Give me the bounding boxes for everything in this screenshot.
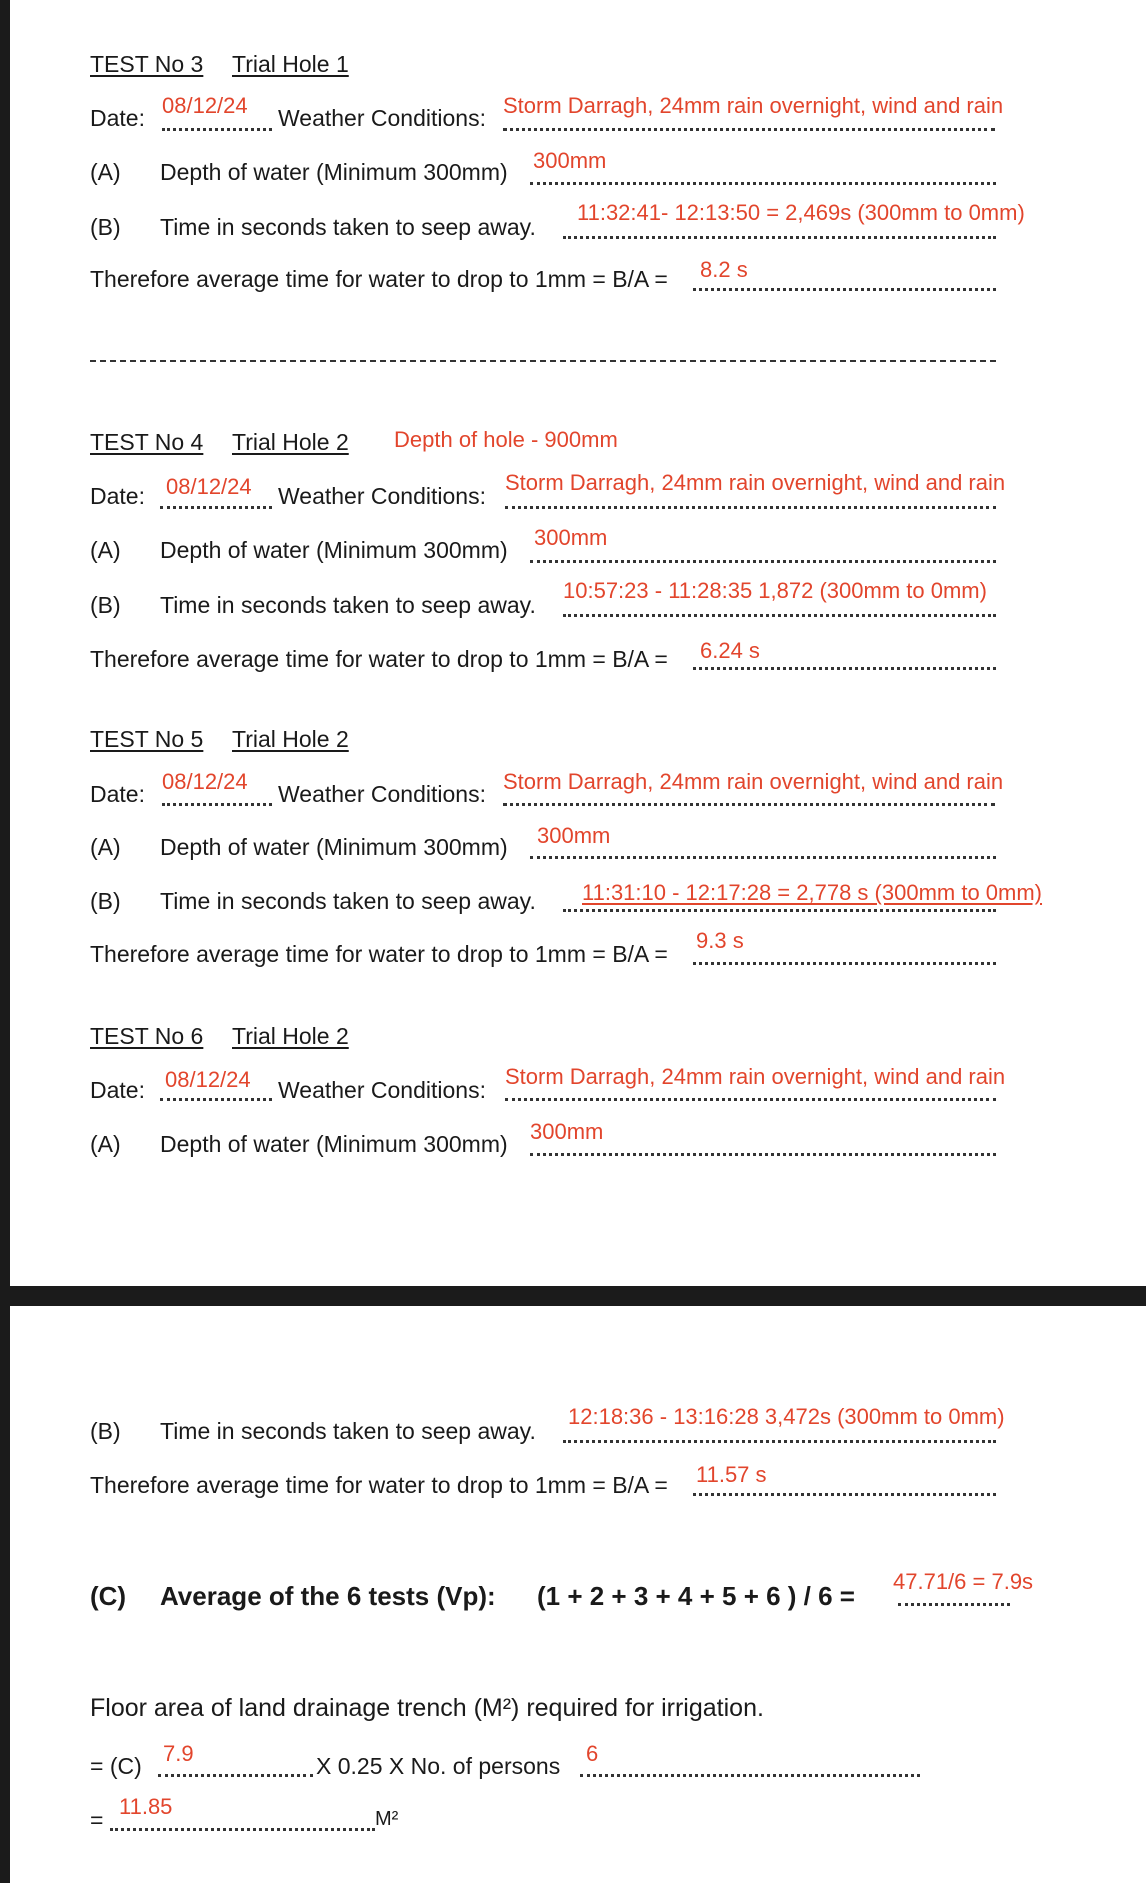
test-6-weather: Storm Darragh, 24mm rain overnight, wind and rain bbox=[505, 1064, 1006, 1089]
b-marker: (B) bbox=[90, 1418, 121, 1444]
dotted-line bbox=[563, 236, 996, 239]
date-label: Date: bbox=[90, 781, 145, 807]
dotted-line bbox=[503, 128, 995, 131]
dotted-line bbox=[158, 1774, 313, 1777]
a-marker: (A) bbox=[90, 537, 121, 563]
weather-label: Weather Conditions: bbox=[278, 105, 486, 131]
dotted-line bbox=[580, 1774, 920, 1777]
test-3-title: TEST No 3 bbox=[90, 51, 204, 77]
avg-text: Therefore average time for water to drop to 1mm = B/A = bbox=[90, 646, 668, 672]
test-5-date: 08/12/24 bbox=[162, 769, 248, 794]
result-prefix: = bbox=[90, 1807, 104, 1833]
test-6-avg: 11.57 s bbox=[696, 1462, 767, 1487]
test-5-avg: 9.3 s bbox=[696, 928, 744, 953]
weather-label: Weather Conditions: bbox=[278, 1077, 486, 1103]
average-formula: (1 + 2 + 3 + 4 + 5 + 6 ) / 6 = bbox=[537, 1581, 855, 1611]
dotted-line bbox=[162, 128, 272, 131]
date-label: Date: bbox=[90, 483, 145, 509]
a-marker: (A) bbox=[90, 834, 121, 860]
b-marker: (B) bbox=[90, 214, 121, 240]
test-4-depth: 300mm bbox=[534, 525, 608, 550]
test-3-hole: Trial Hole 1 bbox=[232, 51, 349, 77]
test-3-weather: Storm Darragh, 24mm rain overnight, wind and rain bbox=[503, 93, 1004, 118]
a-marker: (A) bbox=[90, 159, 121, 185]
weather-label: Weather Conditions: bbox=[278, 781, 486, 807]
average-label: Average of the 6 tests (Vp): bbox=[160, 1581, 496, 1611]
b-text: Time in seconds taken to seep away. bbox=[160, 214, 536, 240]
a-text: Depth of water (Minimum 300mm) bbox=[160, 537, 508, 563]
dotted-line bbox=[563, 1440, 996, 1443]
b-marker: (B) bbox=[90, 888, 121, 914]
test-5-depth: 300mm bbox=[537, 823, 611, 848]
c-prefix: = (C) bbox=[90, 1753, 142, 1779]
dotted-line bbox=[693, 667, 996, 670]
b-text: Time in seconds taken to seep away. bbox=[160, 888, 536, 914]
avg-text: Therefore average time for water to drop to 1mm = B/A = bbox=[90, 1472, 668, 1498]
floor-area-title: Floor area of land drainage trench (M²) required for irrigation. bbox=[90, 1694, 764, 1722]
test-3-time: 11:32:41- 12:13:50 = 2,469s (300mm to 0mm) bbox=[577, 200, 1025, 225]
multiplier-text: X 0.25 X No. of persons bbox=[316, 1753, 561, 1779]
dotted-line bbox=[693, 962, 996, 965]
avg-text: Therefore average time for water to drop to 1mm = B/A = bbox=[90, 266, 668, 292]
c-marker: (C) bbox=[90, 1581, 127, 1611]
test-3-depth: 300mm bbox=[533, 148, 607, 173]
b-text: Time in seconds taken to seep away. bbox=[160, 592, 536, 618]
test-6-date: 08/12/24 bbox=[165, 1067, 251, 1092]
dotted-line bbox=[505, 506, 996, 509]
weather-label: Weather Conditions: bbox=[278, 483, 486, 509]
test-4-time: 10:57:23 - 11:28:35 1,872 (300mm to 0mm) bbox=[563, 578, 987, 603]
test-6-title: TEST No 6 bbox=[90, 1023, 204, 1049]
dotted-line bbox=[693, 288, 996, 291]
persons-value: 6 bbox=[586, 1741, 599, 1766]
b-marker: (B) bbox=[90, 592, 121, 618]
document-page-2 bbox=[10, 1306, 1146, 1883]
dotted-line bbox=[563, 909, 996, 912]
date-label: Date: bbox=[90, 105, 145, 131]
dotted-line bbox=[505, 1098, 996, 1101]
test-5-title: TEST No 5 bbox=[90, 726, 204, 752]
a-text: Depth of water (Minimum 300mm) bbox=[160, 834, 508, 860]
test-5-hole: Trial Hole 2 bbox=[232, 726, 349, 752]
dotted-line bbox=[530, 560, 996, 563]
test-4-note: Depth of hole - 900mm bbox=[394, 427, 618, 452]
test-4-date: 08/12/24 bbox=[166, 474, 252, 499]
test-4-weather: Storm Darragh, 24mm rain overnight, wind and rain bbox=[505, 470, 1006, 495]
a-text: Depth of water (Minimum 300mm) bbox=[160, 159, 508, 185]
dotted-line bbox=[160, 1098, 272, 1101]
dotted-line bbox=[162, 803, 272, 806]
test-3-avg: 8.2 s bbox=[700, 257, 748, 282]
test-4-title: TEST No 4 bbox=[90, 429, 204, 455]
test-4-hole: Trial Hole 2 bbox=[232, 429, 349, 455]
c-value: 7.9 bbox=[163, 1741, 194, 1766]
section-divider bbox=[90, 360, 996, 362]
dotted-line bbox=[160, 506, 272, 509]
b-text: Time in seconds taken to seep away. bbox=[160, 1418, 536, 1444]
test-6-depth: 300mm bbox=[530, 1119, 604, 1144]
dotted-line bbox=[693, 1493, 996, 1496]
dotted-line bbox=[530, 1153, 996, 1156]
dotted-line bbox=[530, 182, 996, 185]
avg-text: Therefore average time for water to drop to 1mm = B/A = bbox=[90, 941, 668, 967]
date-label: Date: bbox=[90, 1077, 145, 1103]
dotted-line bbox=[110, 1828, 375, 1831]
test-5-weather: Storm Darragh, 24mm rain overnight, wind and rain bbox=[503, 769, 1004, 794]
dotted-line bbox=[898, 1603, 1010, 1606]
test-4-avg: 6.24 s bbox=[700, 638, 760, 663]
result-value: 11.85 bbox=[119, 1794, 173, 1819]
test-5-time: 11:31:10 - 12:17:28 = 2,778 s (300mm to 0mm) bbox=[582, 880, 1043, 905]
dotted-line bbox=[563, 614, 996, 617]
a-text: Depth of water (Minimum 300mm) bbox=[160, 1131, 508, 1157]
test-3-date: 08/12/24 bbox=[162, 93, 248, 118]
document-page-1 bbox=[10, 0, 1146, 1286]
test-6-time: 12:18:36 - 13:16:28 3,472s (300mm to 0mm) bbox=[568, 1404, 1005, 1429]
a-marker: (A) bbox=[90, 1131, 121, 1157]
dotted-line bbox=[530, 856, 996, 859]
unit-label: M² bbox=[375, 1808, 399, 1830]
dotted-line bbox=[503, 803, 995, 806]
test-6-hole: Trial Hole 2 bbox=[232, 1023, 349, 1049]
average-value: 47.71/6 = 7.9s bbox=[893, 1569, 1034, 1594]
